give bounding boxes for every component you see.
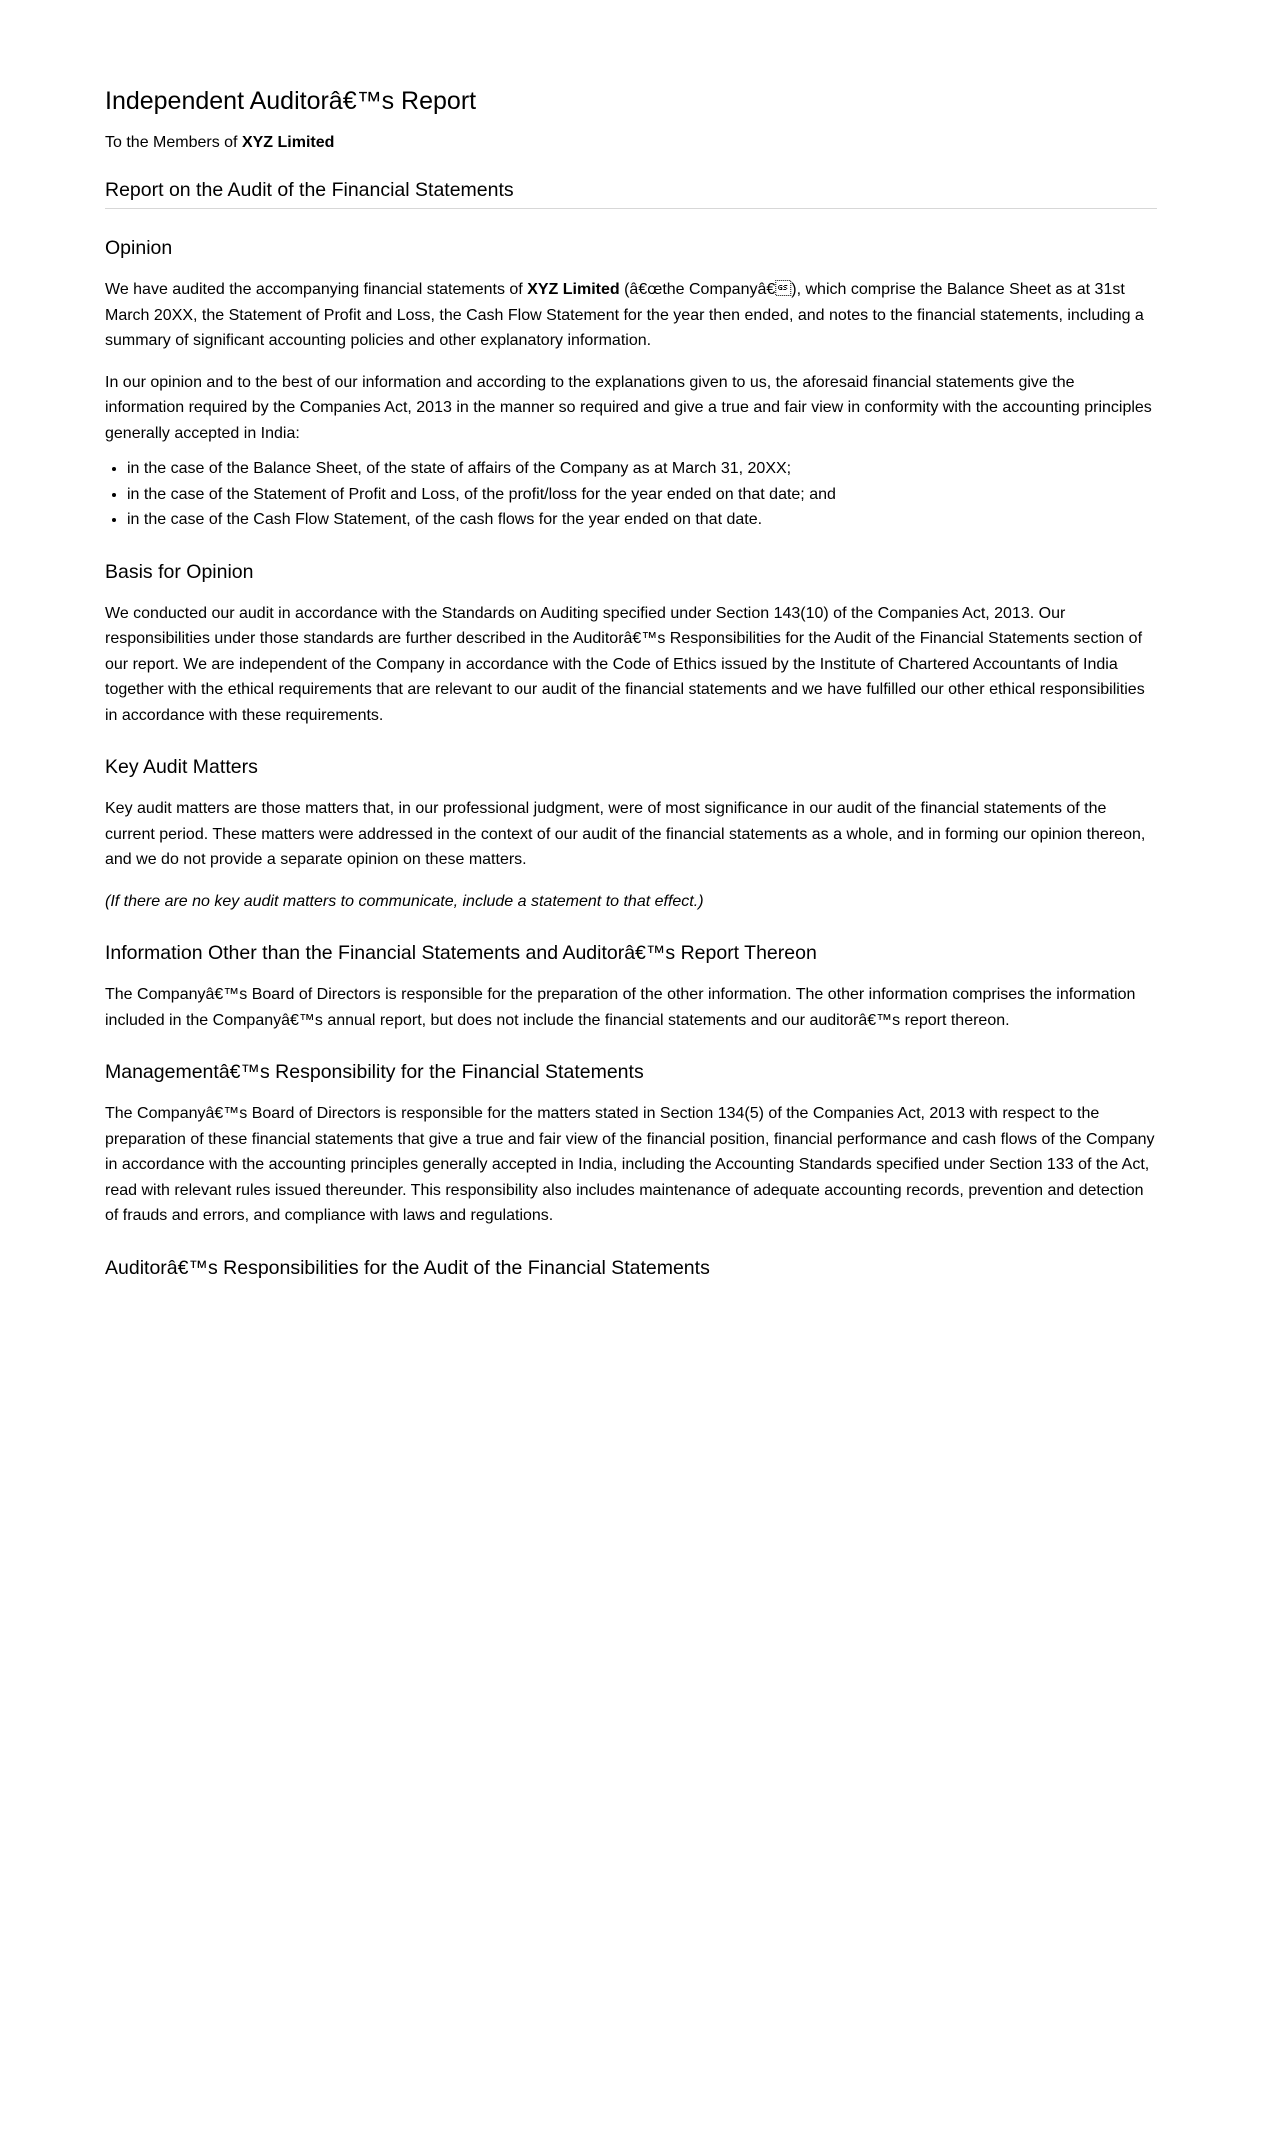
other-info-heading: Information Other than the Financial Statements and Auditorâ€™s Report Thereon: [105, 942, 817, 964]
addressee-company: XYZ Limited: [241, 134, 335, 151]
list-item: • in the case of the Statement of Profit and Loss, of the profit/loss for the year ended on that date; and: [127, 482, 1157, 508]
addressee-prefix: To the Members of: [105, 134, 242, 151]
list-item: • in the case of the Cash Flow Statement, of the cash flows for the year ended on that date.: [127, 507, 1157, 533]
opinion-p1-suffix: (â€œthe Companyâ€ ), which comprise the Balance Sheet as at 31st March 20XX, the Statement of Profit and Loss, the Cash Flow Statement for the year then ended, and notes to the financial statements, including a summary of significant accounting policies and other explanatory information.: [105, 281, 1144, 349]
opinion-paragraph-1: [105, 277, 1157, 354]
opinion-p1-company: XYZ Limited: [527, 281, 620, 298]
kam-note: [105, 889, 1157, 915]
report-title: Independent Auditorâ€™s Report: [105, 87, 477, 115]
report-page: [105, 86, 1157, 1299]
opinion-heading: Opinion: [105, 237, 173, 259]
opinion-paragraph-2: In our opinion and to the best of our information and according to the explanations given to us, the aforesaid financial statements give the information required by the Companies Act, 2013 in the manner so required and give a true and fair view in conformity with the accounting principles generally accepted in India:: [105, 373, 1152, 442]
management-paragraph: The Companyâ€™s Board of Directors is responsible for the matters stated in Section 134(5) of the Companies Act, 2013 with respect to the preparation of these financial statements that give a true and fair view of the financial position, financial performance and cash flows of the Company in accordance with the accounting principles generally accepted in India, including the Accounting Standards specified under Section 133 of the Act, read with relevant rules issued thereunder. This responsibility also includes maintenance of adequate accounting records, prevention and detection of frauds and errors, and compliance with laws and regulations.: [105, 1105, 1155, 1224]
opinion-bullet-list: [105, 456, 1157, 533]
management-heading: Managementâ€™s Responsibility for the Financial Statements: [105, 1061, 644, 1083]
basis-heading: Basis for Opinion: [105, 560, 254, 583]
other-info-paragraph: The Companyâ€™s Board of Directors is responsible for the preparation of the other information. The other information comprises the information included in the Companyâ€™s annual report, but does not include the financial statements and our auditorâ€™s report thereon.: [105, 986, 1136, 1029]
kam-paragraph: Key audit matters are those matters that, in our professional judgment, were of most significance in our audit of the financial statements of the current period. These matters were addressed in the context of our audit of the financial statements as a whole, and in forming our opinion thereon, and we do not provide a separate opinion on these matters.: [105, 800, 1146, 868]
basis-paragraph: We conducted our audit in accordance with the Standards on Auditing specified under Section 143(10) of the Companies Act, 2013. Our responsibilities under those standards are further described in the Auditorâ€™s Responsibilities for the Audit of the Financial Statements section of our report. We are independent of the Company in accordance with the Code of Ethics issued by the Institute of Chartered Accountants of India together with the ethical requirements that are relevant to our audit of the financial statements and we have fulfilled our other ethical responsibilities in accordance with these requirements.: [105, 604, 1145, 724]
auditor-resp-heading: Auditorâ€™s Responsibilities for the Audit of the Financial Statements: [105, 1256, 710, 1279]
addressee-line: [105, 133, 1157, 153]
section-title: Report on the Audit of the Financial Statements: [105, 178, 1157, 209]
opinion-p1-prefix: We have audited the accompanying financial statements of: [105, 281, 528, 298]
list-item: • in the case of the Balance Sheet, of the state of affairs of the Company as at March 31, 20XX;: [127, 456, 1157, 482]
kam-heading: Key Audit Matters: [105, 756, 258, 778]
kam-note-text: (If there are no key audit matters to communicate, include a statement to that effect.): [105, 892, 704, 910]
